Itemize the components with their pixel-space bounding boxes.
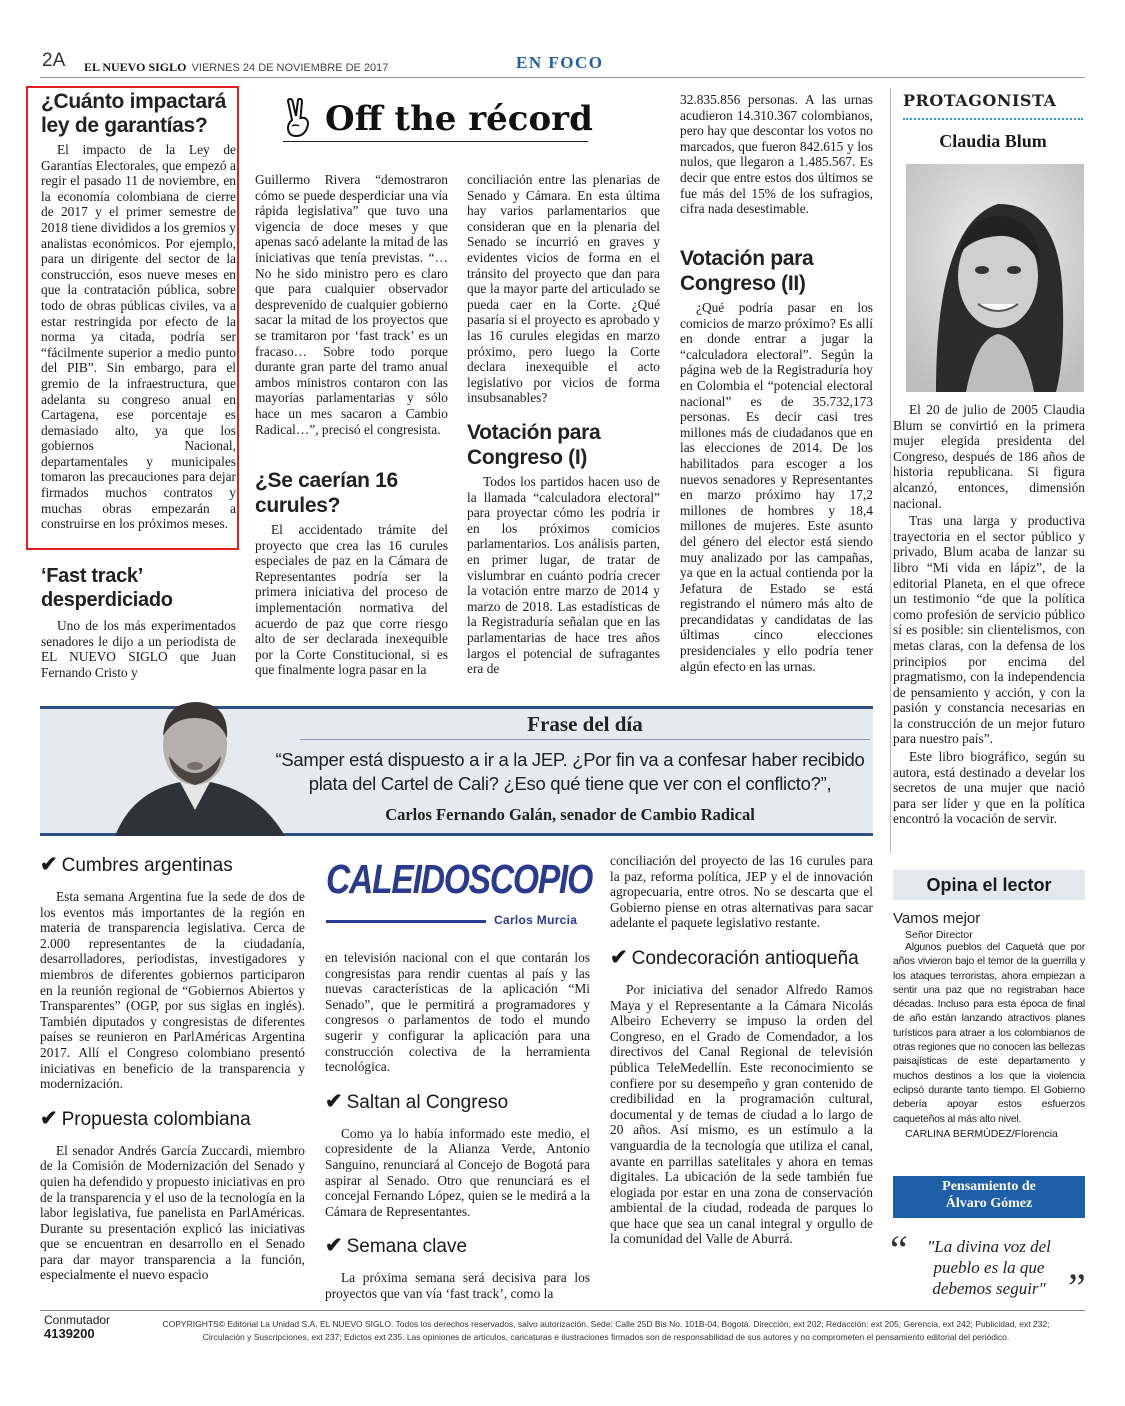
conmutador bbox=[44, 1313, 110, 1341]
check-icon: ✔ bbox=[325, 1234, 343, 1258]
protagonista-dotted-rule bbox=[903, 118, 1083, 120]
opina-title: Vamos mejor bbox=[893, 910, 981, 927]
header-masthead bbox=[84, 56, 388, 75]
protagonista-p1: El 20 de julio de 2005 Claudia Blum se convirtió en la primera mujer elegida presidenta del Congreso, después de 186 años de historia republicana. Si figura alcanzó, entonces, dimensión nacional. bbox=[893, 402, 1085, 511]
pensamiento-label1: Pensamiento de bbox=[942, 1179, 1036, 1194]
frase-title-rule bbox=[300, 739, 870, 740]
caleido-col3 bbox=[610, 853, 873, 1247]
opina-body: Algunos pueblos del Caquetá que por años vivieron bajo el temor de la guerrilla y los ataques terroristas, ahora empiezan a sentir una paz que no registraban hace décadas. Incluso para esta época de final de año están lanzando atractivos planes turísticos para atraer a los colombianos de otras regiones que no conocen las bellezas paisajísticas de este departamento y muchos destinos a los que la violencia eclipsó durante tanto tiempo. El Gobierno debería apoyar estos esfuerzos caqueteños al más alto nivel. bbox=[893, 942, 1085, 1125]
check-icon: ✔ bbox=[40, 853, 58, 876]
heading-saltan: ✔ Saltan al Congreso bbox=[325, 1089, 509, 1113]
galan-photo bbox=[95, 690, 295, 836]
off-the-record-rule bbox=[283, 141, 588, 142]
protagonista-p3: Este libro biográfico, según su autora, está destinado a develar los secretos de una mujer que nació para ser líder y que en la política encontró la vocación de servir. bbox=[893, 749, 1085, 827]
opina-label: Opina el lector bbox=[893, 870, 1085, 900]
article-16-curules bbox=[255, 468, 448, 678]
body-saltan: Como ya lo había informado este medio, el copresidente de la Alianza Verde, Antonio Sanguino, renunciará al Concejo de Bogotá para aspirar al Senado. Otro que renunciará es el concejal Fernando López, quien se le medirá a la Cámara de Representantes. bbox=[325, 1125, 590, 1219]
article-votacion-1 bbox=[467, 420, 660, 677]
check-icon: ✔ bbox=[610, 945, 628, 969]
check-icon: ✔ bbox=[325, 1089, 343, 1113]
check-icon: ✔ bbox=[40, 1106, 58, 1130]
body-fast-track: Uno de los más experimentados senadores le dijo a un periodista de EL NUEVO SIGLO que Juan Fernando Cristo y bbox=[41, 618, 236, 680]
caleidoscopio-author: Carlos Murcia bbox=[494, 913, 578, 927]
body-votacion-2: ¿Qué podría pasar en los comicios de marzo próximo? Es allí en donde entrar a jugar la “calculadora electoral”. Según la página web de la Registraduría hoy en Colombia el “potencial electoral nacional” es de 35.732,173 personas. Es decir casi tres millones más de ciudadanos que en las elecciones de 2014. De los habilitados para escoger a los nuevos senadores y Representantes en marzo próximo hay 17,2 millones de hombres y 18,4 millones de mujeres. Este asunto del género del elector está siendo muy analizado por las campañas, ya que en la actual contienda por la Jefatura de Estado se está registrando el número más alto de precandidatas y candidatas de las últimas cinco elecciones presidenciales y ello podría tener algún efecto en las urnas. bbox=[680, 300, 873, 674]
frase-title: Frase del día bbox=[527, 712, 643, 736]
paper-name: EL NUEVO SIGLO bbox=[84, 60, 187, 74]
frase-quote-line1: “Samper está dispuesto a ir a la JEP. ¿Por fin va a confesar haber recibido bbox=[275, 749, 865, 770]
conmutador-number: 4139200 bbox=[44, 1326, 95, 1341]
body-ley-garantias: El impacto de la Ley de Garantías Electorales, que empezó a regir el pasado 11 de noviembre, en la economía colombiana de cierre de 2017 y el primer semestre de 2018 tiene divididos a los gremios y analistas económicos. Por ejemplo, para un dirigente del sector de la construcción, esos nueve meses en que la contratación pública, sobre todo de obras públicas civiles, va a estar restringida por efecto de la norma ya citada, podría ser “fácilmente superior a medio punto del PIB”. Sin embargo, para el gremio de la infraestructura, que adelanta su congreso anual en Cartagena, ese porcentaje es demasiado alto, ya que los gobiernos Nacional, departamentales y municipales tomaron las precauciones para dejar firmados muchos contratos y muchas obras empezarán a construirse en los próximos meses. bbox=[41, 142, 236, 532]
body-cumbres: Esta semana Argentina fue la sede de dos de los eventos más importantes de la región en materia de transparencia legislativa. Cerca de 2.000 representantes de la ciudadanía, desarrolladores, periodistas, investigadores y miembros de diferentes gobiernos participaron en la reunión regional de “Gobiernos Abiertos y Transparentes” (OGP, por sus siglas en inglés). También diputados y congresistas de diferentes países se reunieron en ParlAméricas Argentina 2017. Allí el Congreso colombiano presentó iniciativas en beneficio de la transparencia y modernización. bbox=[40, 889, 305, 1092]
caleido-col1 bbox=[40, 852, 305, 1283]
protagonista-name: Claudia Blum bbox=[939, 131, 1047, 151]
headline-votacion-1: Votación para Congreso (I) bbox=[467, 421, 601, 469]
pensamiento-label2: Álvaro Gómez bbox=[945, 1196, 1033, 1211]
headline-ley-garantias: ¿Cuánto impactará ley de garantías? bbox=[41, 90, 227, 137]
close-quote-icon: ” bbox=[1068, 1265, 1086, 1310]
victory-hand-icon bbox=[283, 98, 313, 138]
body-propuesta: El senador Andrés García Zuccardi, miembro de la Comisión de Modernización del Senado y quien ha defendido y propuesto iniciativas en pro de la transparencia y el uso de la tecnología en la labor legislativa, fue panelista en ParlAméricas. Durante su presentación explicó las iniciativas que se encuentran en desarrollo en el Senado para dar mayor transparencia a la función, especialmente el nuevo espacio bbox=[40, 1142, 305, 1283]
body-semana-clave: La próxima semana será decisiva para los proyectos que van vía ‘fast track’, como la bbox=[325, 1270, 590, 1301]
conmutador-label: Conmutador bbox=[44, 1313, 111, 1327]
protagonista-label: PROTAGONISTA bbox=[903, 91, 1057, 110]
header-rule bbox=[40, 77, 1085, 78]
body-16-curules: El accidentado trámite del proyecto que crea las 16 curules especiales de paz en la Cámara de Representantes podría ser la primera iniciativa del proceso de implementación normativa del acuerdo de paz que corre riesgo alto de ser declarada inexequible por la Corte Constitucional, si es que finalmente logra pasar en la bbox=[255, 522, 448, 678]
headline-fast-track: ‘Fast track’ desperdiciado bbox=[41, 565, 173, 611]
article-curules-cont bbox=[467, 172, 660, 406]
article-votacion-1-cont bbox=[680, 92, 873, 217]
caleidoscopio-logo: CALEIDOSCOPIO bbox=[326, 856, 593, 902]
frase-quote bbox=[270, 748, 870, 796]
frase-quote-line2: plata del Cartel de Cali? ¿Eso qué tiene que ver con el conflicto?”, bbox=[308, 773, 832, 794]
footer-copyright bbox=[156, 1318, 1056, 1344]
footer-line2: Circulación y Suscripciones, ext 237; Edictos ext 235. Las opiniones de artículos, caricaturas e ilustraciones firmados son de responsabilidad de sus autores y no comprometen el pensamiento editorial del periódico. bbox=[202, 1332, 1010, 1342]
heading-condecoracion: ✔ Condecoración antioqueña bbox=[610, 945, 859, 969]
footer-line1: COPYRIGHTS© Editorial La Unidad S.A. EL NUEVO SIGLO. Todos los derechos reservados, salvo autorización. Sede: Calle 25D Bis No. 101B-04, Bogotá. Dirección, ext 202; Redacción: ext 205; Gerencia, ext 242; Publicidad, ext 232; bbox=[162, 1319, 1050, 1329]
article-fast-track-cont bbox=[255, 172, 448, 437]
article-fast-track bbox=[41, 564, 236, 680]
section-label: EN FOCO bbox=[516, 53, 604, 72]
body-votacion-1-cont: 32.835.856 personas. A las urnas acudieron 14.310.367 colombianos, pero hay que descontar los votos no marcados, que fueron 842.615 y los nulos, que llegaron a 1.485.567. Es decir que entre estos dos últimos se fue más del 15% de los sufragios, cifra nada desestimable. bbox=[680, 92, 873, 217]
pensamiento-label bbox=[893, 1176, 1085, 1218]
headline-votacion-2: Votación para Congreso (II) bbox=[680, 247, 814, 295]
footer-rule bbox=[40, 1310, 1085, 1311]
protagonista-text bbox=[893, 402, 1085, 827]
issue-date: VIERNES 24 DE NOVIEMBRE DE 2017 bbox=[191, 62, 389, 74]
open-quote-icon: “ bbox=[890, 1227, 908, 1272]
body-condecoracion: Por iniciativa del senador Alfredo Ramos Maya y el Representante a la Cámara Nicolás Albeiro Echeverry se impuso la orden del Congreso, en el Grado de Comendador, a los directivos del Canal Regional de televisión pública TeleMedellín. Este reconocimiento se confiere por su desempeño y gran contenido de credibilidad en la programación cultural, documental y de temas de ciudad a lo largo de 20 años. Así mismo, es un estímulo a la vanguardia de la tecnología que utiliza el canal, avante en parrillas satelitales y ahora en temas digitales. La ubicación de la sede también fue elogiada por estar en una zona de conservación ambiental de la ciudad, rodeada de parques lo que hace que sea un canal integral y orgullo de la comunidad del Valle de Aburrá. bbox=[610, 981, 873, 1247]
frase-attribution: Carlos Fernando Galán, senador de Cambio Radical bbox=[385, 805, 755, 824]
heading-semana-clave: ✔ Semana clave bbox=[325, 1234, 468, 1258]
article-ley-garantias bbox=[41, 90, 236, 532]
protagonista-p2: Tras una larga y productiva trayectoria en el sector público y privado, Blum acaba de lanzar su libro “Mi vida en lápiz”, de la editorial Planeta, en el que ofrece un testimonio “de que la política como profesión de servicio público sí es posible: sin clientelismos, con metas claras, con la defensa de los principios por encima del pragmatismo, con la independencia de pensamiento y acción, y con la pasión y constancia necesarias en la construcción de un mejor futuro para nuestro país”. bbox=[893, 513, 1085, 747]
headline-16-curules: ¿Se caerían 16 curules? bbox=[255, 469, 398, 517]
body-curules-cont: conciliación entre las plenarias de Senado y Cámara. En esta última hay varios parlamentarios que consideran que en la plenaria del Senado se incurrió en graves y evidentes vicios de forma en el tránsito del proyecto que dan para que la mayor parte del articulado se pueda caer en la Corte. ¿Qué pasaría si el proyecto es aprobado y las 16 curules elegidas en marzo próximo, pero luego la Corte declara inexequible el acto legislativo por vicios de forma insubsanables? bbox=[467, 172, 660, 406]
body-conciliacion: conciliación del proyecto de las 16 curules para la paz, reforma política, JEP y el de innovación agropecuaria, entre otros. No se descarta que el Gobierno piense en otras alternativas para sacar adelante el paquete legislativo restante. bbox=[610, 853, 873, 931]
claudia-blum-photo bbox=[906, 164, 1084, 392]
heading-cumbres: ✔ Cumbres argentinas bbox=[40, 853, 233, 876]
page-number: 2A bbox=[42, 50, 66, 71]
off-the-record-title: Off the récord bbox=[325, 99, 593, 139]
body-mi-senado: en televisión nacional con el que contarán los congresistas para rendir cuentas al país y las nuevas características de la aplicación “Mi Senado”, que le permitirá a programadores y congresos o parlamentos de todo el mundo sugerir y configurar la aplicación para una construcción colectiva de la herramienta tecnológica. bbox=[325, 950, 590, 1075]
caleido-col2 bbox=[325, 950, 590, 1302]
caleidoscopio-rule bbox=[326, 920, 486, 923]
opina-letter bbox=[893, 910, 1085, 1140]
protagonista-divider bbox=[890, 88, 891, 853]
heading-propuesta: ✔ Propuesta colombiana bbox=[40, 1106, 251, 1130]
body-fast-track-cont: Guillermo Rivera “demostraron cómo se puede desperdiciar una vía rápida legislativa” que tuvo una vigencia de doce meses y que apenas sacó adelante la mitad de las iniciativas que tenía previstas. “… No he sido ministro pero es claro que para cualquier observador desprevenido de cualquier gobierno sacar la mitad de los proyectos que se tramitaron por ‘fast track’ es un fracaso… Sobre todo porque durante gran parte del tramo anual ambos ministros contaron con las mayorías parlamentarias y sólo hace un mes sacaron a Cambio Radical…”, precisó el congresista. bbox=[255, 172, 448, 437]
opina-salutation: Señor Director bbox=[905, 929, 973, 941]
protagonista-box bbox=[903, 91, 1083, 152]
opina-signature: CARLINA BERMÚDEZ/Florencia bbox=[905, 1127, 1058, 1140]
body-votacion-1: Todos los partidos hacen uso de la llamada “calculadora electoral” para proyectar cómo les podría ir en los próximos comicios parlamentarios. Los análisis parten, en primer lugar, de tratar de vislumbrar en cuánto podría crecer la votación entre marzo de 2014 y marzo de 2018. Las estadísticas de la Registraduría señalan que en las parlamentarias de hace tres años largos el potencial de sufragantes era de bbox=[467, 474, 660, 677]
article-votacion-2 bbox=[680, 246, 873, 674]
pensamiento-quote: "La divina voz del pueblo es la que debemos seguir" bbox=[927, 1237, 1051, 1298]
